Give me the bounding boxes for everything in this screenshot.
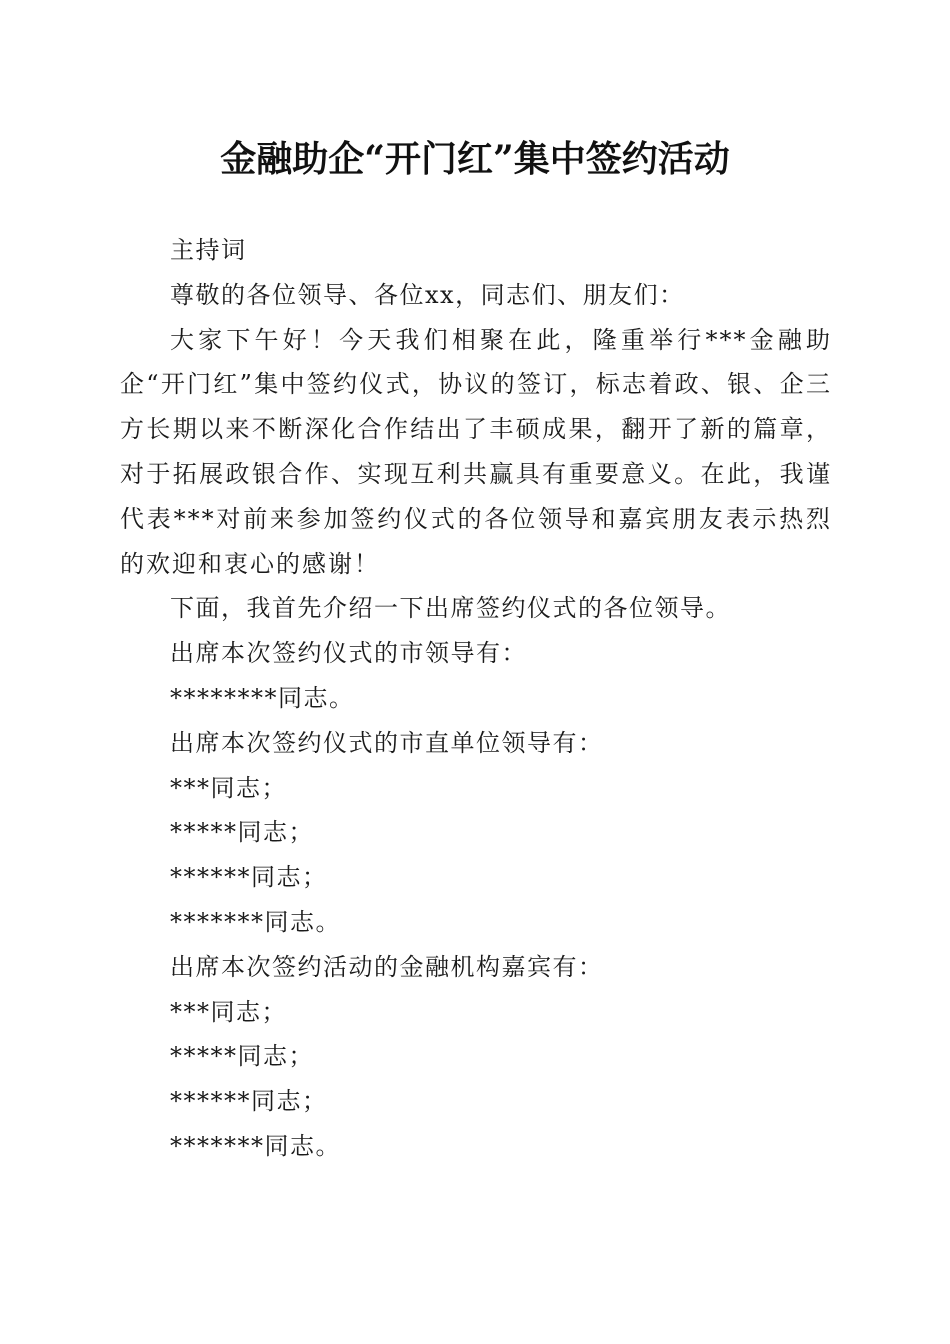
paragraph-bank-guest-2: *****同志；	[170, 1042, 314, 1071]
paragraph-opening: 大家下午好！今天我们相聚在此，隆重举行***金融助企“开门红”集中签约仪式，协议的签订，标志着政、银、企三方长期以来不断深化合作结出了丰硕成果，翻开了新的篇章，对于拓展政银合作、实现互利共赢具有重要意义。在此，我谨代表***对前来参加签约仪式的各位领导和嘉宾朋友表示热烈的欢迎和衷心的感谢！	[120, 325, 832, 578]
paragraph-unit-leader-2: *****同志；	[170, 818, 314, 847]
paragraph-city-leader-name: ********同志。	[170, 683, 355, 712]
paragraph-heading: 主持词	[170, 236, 247, 264]
paragraph-unit-leader-4: *******同志。	[170, 907, 341, 936]
paragraph-city-leaders-label: 出席本次签约仪式的市领导有：	[170, 639, 527, 668]
paragraph-bank-guest-3: ******同志；	[170, 1087, 328, 1116]
paragraph-bank-guest-4: *******同志。	[170, 1131, 341, 1160]
paragraph-bank-guest-1: ***同志；	[170, 997, 287, 1026]
paragraph-bank-guests-label: 出席本次签约活动的金融机构嘉宾有：	[170, 952, 604, 981]
document-body	[120, 228, 832, 1169]
paragraph-unit-leaders-label: 出席本次签约仪式的市直单位领导有：	[170, 728, 604, 757]
paragraph-salutation: 尊敬的各位领导、各位xx，同志们、朋友们：	[170, 280, 685, 309]
paragraph-unit-leader-3: ******同志；	[170, 863, 328, 892]
paragraph-intro: 下面，我首先介绍一下出席签约仪式的各位领导。	[170, 594, 731, 623]
paragraph-unit-leader-1: ***同志；	[170, 773, 287, 802]
document-title: 金融助企“开门红”集中签约活动	[220, 138, 730, 180]
